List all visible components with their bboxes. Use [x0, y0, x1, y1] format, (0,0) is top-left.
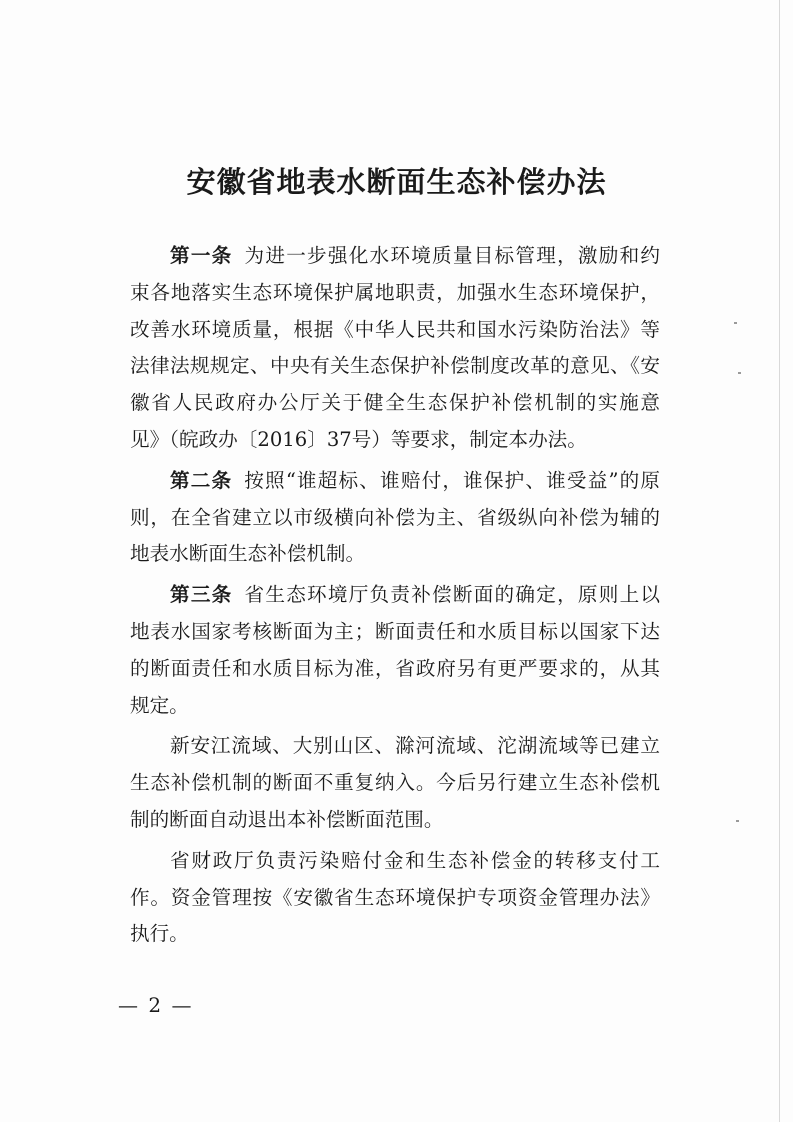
text-line: 改善水环境质量，根据《中华人民共和国水污染防治法》等: [130, 317, 660, 341]
text-line: 第一条 为进一步强化水环境质量目标管理，激励和约: [170, 244, 661, 267]
article-2: [130, 463, 660, 573]
scan-speck: [736, 820, 739, 822]
document-body: [130, 238, 660, 953]
text-line: 新安江流域、大别山区、滁河流域、沱湖流域等已建立: [170, 734, 660, 758]
text-line: 第二条 按照“谁超标、谁赔付，谁保护、谁受益”的原: [170, 468, 660, 492]
text-line: 第三条 省生态环境厅负责补偿断面的确定，原则上以: [170, 583, 661, 607]
scan-speck: [738, 372, 741, 374]
document-title: 安徽省地表水断面生态补偿办法: [186, 165, 607, 199]
article-heading: 第三条: [170, 583, 233, 607]
article-heading: 第二条: [170, 468, 233, 492]
text-line: 生态补偿机制的断面不重复纳入。今后另行建立生态补偿机: [130, 771, 660, 795]
article-heading: 第一条: [170, 244, 233, 267]
text-line: 的断面责任和水质目标为准，省政府另有更严要求的，从其: [130, 656, 660, 680]
paragraph-excluded-sections: [130, 728, 660, 838]
text-line: 执行。: [130, 922, 189, 946]
text-line: 作。资金管理按《安徽省生态环境保护专项资金管理办法》: [130, 885, 660, 909]
page-number: — 2 —: [118, 993, 194, 1017]
text-line: 则，在全省建立以市级横向补偿为主、省级纵向补偿为辅的: [130, 505, 660, 529]
text-line: 见》（皖政办〔2016〕37号）等要求，制定本办法。: [130, 427, 587, 451]
text-line: 法律法规规定、中央有关生态保护补偿制度改革的意见、《安: [130, 354, 660, 378]
text-line: 规定。: [130, 693, 189, 717]
article-1: [130, 238, 660, 459]
scan-speck: [734, 322, 737, 324]
text-line: 地表水国家考核断面为主；断面责任和水质目标以国家下达: [130, 619, 660, 643]
paragraph-fund-management: [130, 843, 660, 953]
text-line: 束各地落实生态环境保护属地职责，加强水生态环境保护，: [130, 280, 660, 304]
text-line: 制的断面自动退出本补偿断面范围。: [130, 807, 444, 831]
text-line: 徽省人民政府办公厅关于健全生态保护补偿机制的实施意: [130, 391, 660, 415]
text-line: 省财政厅负责污染赔付金和生态补偿金的转移支付工: [170, 848, 660, 872]
article-3: [130, 577, 660, 724]
text-line: 地表水断面生态补偿机制。: [130, 542, 366, 566]
